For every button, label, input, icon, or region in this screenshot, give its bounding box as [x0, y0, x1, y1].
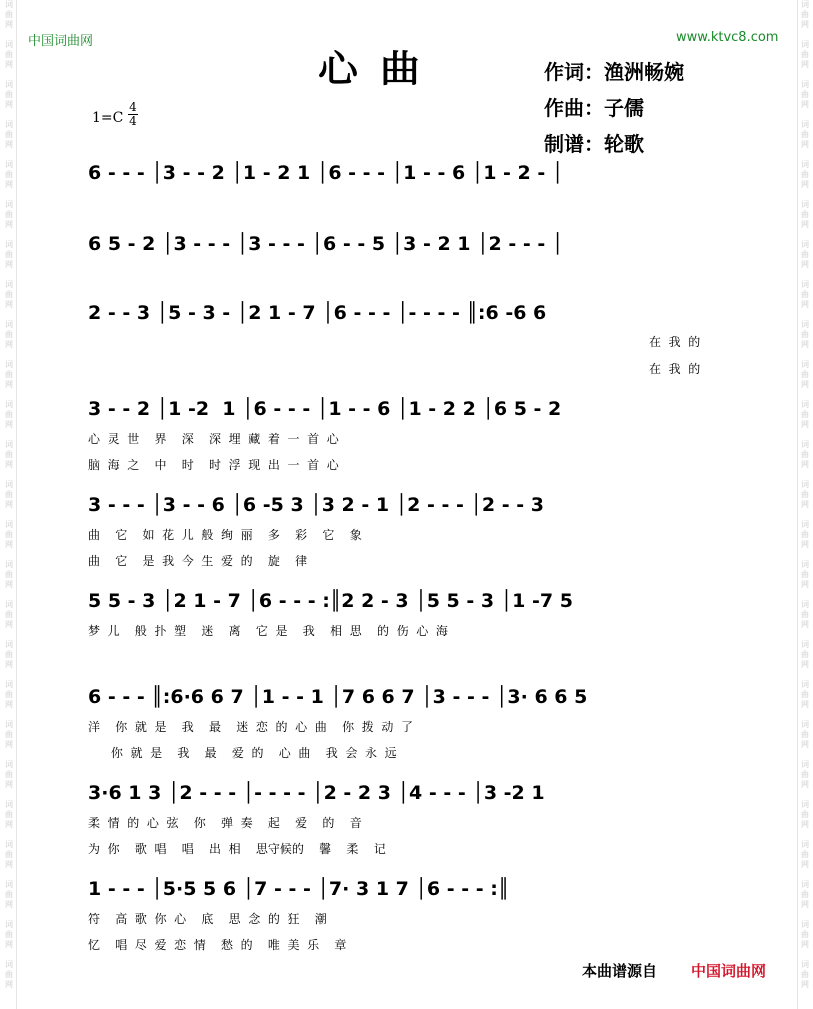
- score-line-3: 2 - - 3 │5 - 3 - │2 1 - 7 │6 - - - │- - - - ║:6 -6 6: [88, 302, 547, 324]
- lyric-line-7b: 你 就 是 我 最 爱 的 心 曲 我 会 永 远: [88, 746, 397, 760]
- lyric-line-9b: 忆 唱 尽 爱 恋 情 愁 的 唯 美 乐 章: [88, 938, 347, 952]
- watermark-left: 词 曲 网 词 曲 网 词 曲 网 词 曲 网 词 曲 网 词 曲 网 词 曲 网 词 曲 网 词 曲 网 词 曲 网 词 曲 网 词 曲 网 词 曲 网 词 曲 网 词 曲 网 词 曲 网 词 曲 网 词 曲 网 词 曲 网 词 曲 网 词 曲 网 词 曲 网 词 曲 网 词 曲 网 词 曲 网: [2, 0, 17, 1009]
- song-title: 心曲: [318, 48, 442, 91]
- lyric-line-3a: 在 我 的: [649, 335, 701, 349]
- lyric-line-8b: 为 你 歌 唱 唱 出 相 思守候的 馨 柔 记: [88, 842, 386, 856]
- score-line-8: 3·6 1 3 │2 - - - │- - - - │2 - 2 3 │4 - - - │3 -2 1: [88, 782, 545, 804]
- lyricist-credit: 作词：渔洲畅婉: [544, 60, 684, 84]
- lyric-line-8a: 柔 情 的 心 弦 你 弹 奏 起 爱 的 音: [88, 816, 362, 830]
- lyric-line-4b: 脑 海 之 中 时 时 浮 现 出 一 首 心: [88, 458, 339, 472]
- key-signature: 1=C: [92, 110, 124, 126]
- lyric-line-6a: 梦 儿 般 扑 塑 迷 离 它 是 我 相 思 的 伤 心 海: [88, 624, 448, 638]
- source-site-link[interactable]: 中国词曲网: [691, 962, 767, 980]
- watermark-right: 词 曲 网 词 曲 网 词 曲 网 词 曲 网 词 曲 网 词 曲 网 词 曲 网 词 曲 网 词 曲 网 词 曲 网 词 曲 网 词 曲 网 词 曲 网 词 曲 网 词 曲 网 词 曲 网 词 曲 网 词 曲 网 词 曲 网 词 曲 网 词 曲 网 词 曲 网 词 曲 网 词 曲 网 词 曲 网: [797, 0, 812, 1009]
- score-line-2: 6 5 - 2 │3 - - - │3 - - - │6 - - 5 │3 - 2 1 │2 - - - │: [88, 233, 564, 255]
- score-line-1: 6 - - - │3 - - 2 │1 - 2 1 │6 - - - │1 - - 6 │1 - 2 - │: [88, 162, 564, 184]
- site-url-right[interactable]: www.ktvc8.com: [676, 30, 779, 45]
- time-signature-top: 4: [129, 100, 137, 114]
- source-label: 本曲谱源自: [582, 962, 658, 980]
- time-signature: [127, 101, 139, 128]
- site-name-left[interactable]: 中国词曲网: [28, 34, 94, 49]
- lyric-line-3b: 在 我 的: [649, 362, 701, 376]
- score-line-4: 3 - - 2 │1 -2 1 │6 - - - │1 - - 6 │1 - 2 2 │6 5 - 2: [88, 398, 562, 420]
- composer-credit: 作曲：子儒: [544, 96, 644, 120]
- score-line-7: 6 - - - ║:6·6 6 7 │1 - - 1 │7 6 6 7 │3 - - - │3· 6 6 5: [88, 686, 588, 708]
- lyric-line-7a: 洋 你 就 是 我 最 迷 恋 的 心 曲 你 拨 动 了: [88, 720, 413, 734]
- lyric-line-4a: 心 灵 世 界 深 深 埋 藏 着 一 首 心: [88, 432, 339, 446]
- score-line-9: 1 - - - │5·5 5 6 │7 - - - │7· 3 1 7 │6 - - - :║: [88, 878, 510, 900]
- lyric-line-5a: 曲 它 如 花 儿 般 绚 丽 多 彩 它 象: [88, 528, 362, 542]
- score-line-6: 5 5 - 3 │2 1 - 7 │6 - - - :║2 2 - 3 │5 5 - 3 │1 -7 5: [88, 590, 573, 612]
- time-signature-bottom: 4: [129, 114, 137, 128]
- lyric-line-5b: 曲 它 是 我 今 生 爱 的 旋 律: [88, 554, 308, 568]
- arranger-credit: 制谱：轮歌: [544, 132, 644, 156]
- score-line-5: 3 - - - │3 - - 6 │6 -5 3 │3 2 - 1 │2 - - - │2 - - 3: [88, 494, 544, 516]
- lyric-line-9a: 符 高 歌 你 心 底 思 念 的 狂 潮: [88, 912, 327, 926]
